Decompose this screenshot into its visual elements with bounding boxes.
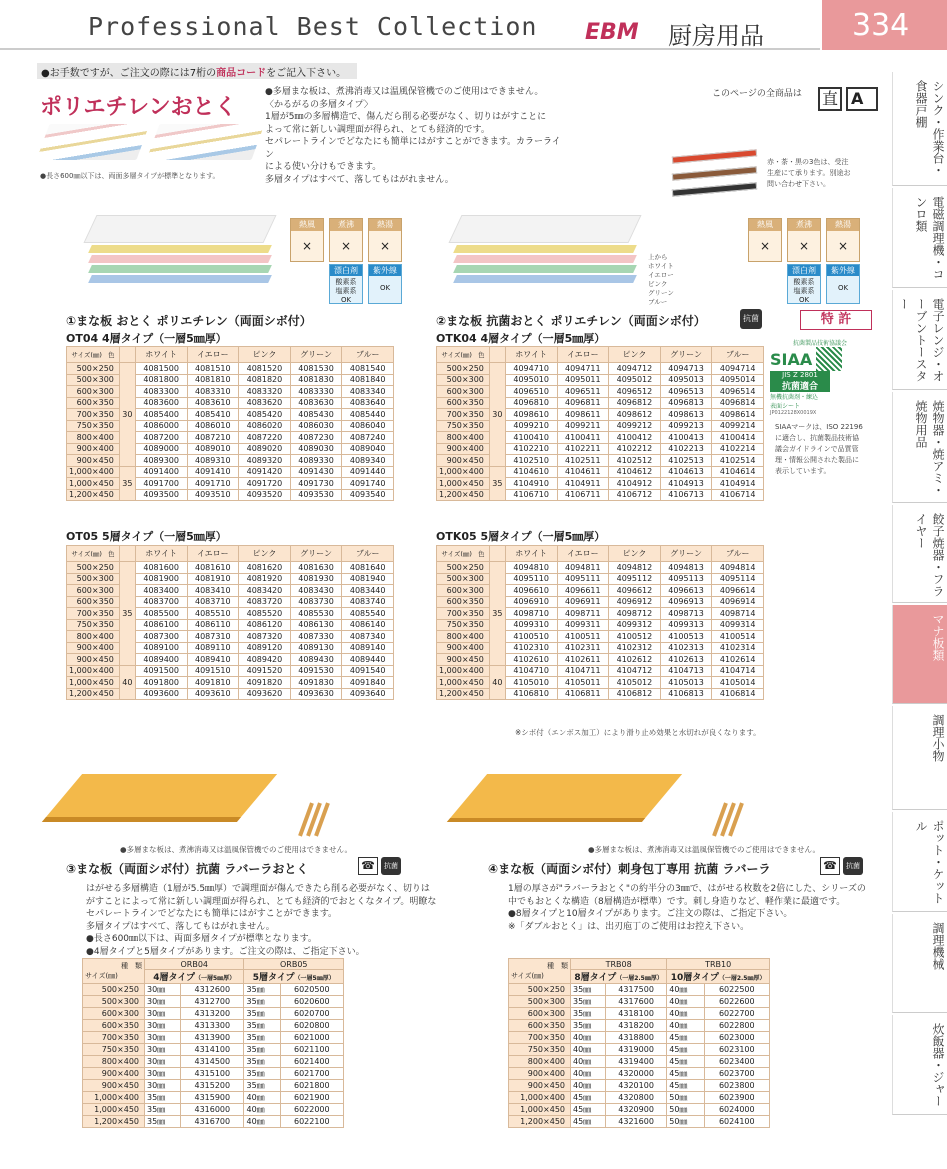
table-row: 700×350 4085500 4085510 4085520 4085530 4085540 (67, 608, 394, 620)
thick-header (489, 546, 505, 562)
otk05-table (436, 545, 764, 700)
product-description: ●多層まな板は、煮沸消毒又は温風保管機でのご使用はできません。 〈かるがるの多層タイプ〉 1層が5㎜の多層構造で、傷んだら削る必要がなく、切りはがすことに よって常に新しい調理面が得られ、とても経済的です。 セパレートラインでどなたにも簡単にはがすことができます。カラーライン による使い分けもできます。 多層タイプはすべて、落してもはがれません。 (265, 87, 561, 185)
table-row: 750×350 40㎜ 4319000 45㎜ 6023100 (509, 1044, 770, 1056)
table-row: 1,000×450 45㎜ 4320900 50㎜ 6024000 (509, 1104, 770, 1116)
color-header: ピンク (609, 546, 661, 562)
table-row: 800×400 30㎜ 4314500 35㎜ 6021400 (83, 1056, 344, 1068)
ot04-table (66, 346, 394, 501)
board-image-2 (445, 205, 645, 305)
sidebar-item-5[interactable]: 餃子焼器・フライヤー (892, 505, 947, 603)
table-row: 500×250 30 4094710 4094711 4094712 4094713 4094714 (437, 363, 764, 375)
table-row: 700×350 40㎜ 4318800 45㎜ 6023000 (509, 1032, 770, 1044)
table-row: 500×300 4081800 4081810 4081820 4081830 4081840 (67, 374, 394, 386)
table-row: 750×350 4099210 4099211 4099212 4099213 4099214 (437, 420, 764, 432)
page-header-title: Professional Best Collection (88, 12, 538, 41)
sidebar-item-10[interactable]: 炊飯器・ジャー (892, 1015, 947, 1115)
product-image-strips (38, 118, 263, 168)
table-row: 900×450 40㎜ 4320100 45㎜ 6023800 (509, 1080, 770, 1092)
table-row: 750×350 4086000 4086010 4086020 4086030 4086040 (67, 420, 394, 432)
uv-box: 紫外線 OK (826, 264, 860, 304)
kind-size-header: 種 類 サイズ(㎜) (83, 959, 145, 984)
section-3-title: ③まな板（両面シボ付）抗菌 ラバーラおとく (66, 862, 309, 876)
table-row: 600×350 4096810 4096811 4096812 4096813 4096814 (437, 397, 764, 409)
table-row: 750×350 4099310 4099311 4099312 4099313 4099314 (437, 619, 764, 631)
all-products-label: このページの全商品は (712, 89, 802, 99)
kind-size-header: 種 類 サイズ(㎜) (509, 959, 571, 984)
emboss-note: ※シボ付（エンボス加工）により滑り止め効果と水切れが良くなります。 (515, 728, 761, 737)
table-row: 500×250 35 4094810 4094811 4094812 4094813 4094814 (437, 562, 764, 574)
table-row: 500×250 30 4081500 4081510 4081520 4081530 4081540 (67, 363, 394, 375)
antibac-icon-3: 抗菌 (381, 857, 401, 875)
table-row: 1,000×400 35 4104610 4104611 4104612 4104613 4104614 (437, 466, 764, 478)
table-row: 500×300 30㎜ 4312700 35㎜ 6020600 (83, 996, 344, 1008)
table-row: 500×250 30㎜ 4312600 35㎜ 6020500 (83, 984, 344, 996)
table-row: 700×350 30㎜ 4313900 35㎜ 6021000 (83, 1032, 344, 1044)
sidebar-item-3[interactable]: 電子レンジ・オーブントースター (892, 290, 947, 390)
length-note: ●長さ600㎜以下は、両面多層タイプが標準となります。 (40, 172, 220, 180)
color-header: ピンク (239, 347, 291, 363)
color-note: 赤・茶・黒の3色は、受注 生産にて承ります。別途お 問い合わせ下さい。 (767, 158, 851, 188)
table-row: 700×350 4085400 4085410 4085420 4085430 4085440 (67, 409, 394, 421)
page-number: 334 (852, 8, 910, 43)
size-header: サイズ(㎜) 色 (437, 347, 490, 363)
table-row: 800×400 4087200 4087210 4087220 4087230 4087240 (67, 432, 394, 444)
size-header: サイズ(㎜) 色 (437, 546, 490, 562)
antibac-badge: 抗菌 (740, 309, 762, 329)
siaa-note: SIAAマークは、ISO 22196 に適合し、抗菌製品技術協 議会ガイドラインで品質管 理・情報公開された製品に 表示しています。 (775, 423, 863, 475)
table-row: 1,200×450 4093600 4093610 4093620 4093630 4093640 (67, 688, 394, 700)
table-row: 1,000×400 40 4104710 4104711 4104712 4104713 4104714 (437, 665, 764, 677)
table-row: 500×300 4081900 4081910 4081920 4081930 4081940 (67, 573, 394, 585)
table-row: 750×350 30㎜ 4314100 35㎜ 6021100 (83, 1044, 344, 1056)
table-row: 800×400 4100510 4100511 4100512 4100513 4100514 (437, 631, 764, 643)
table-row: 900×400 30㎜ 4315100 35㎜ 6021700 (83, 1068, 344, 1080)
section-3-note: ●多層まな板は、煮沸消毒又は温風保管機でのご使用はできません。 (120, 845, 352, 854)
color-header: イエロー (557, 347, 609, 363)
order-notice: ●お手数ですが、ご注文の際には7桁の商品コードをご記入下さい。 (37, 63, 357, 79)
table-row: 900×400 4089000 4089010 4089020 4089030 4089040 (67, 443, 394, 455)
otk05-subtitle: OTK05 5層タイプ（一層5㎜厚） (436, 530, 606, 543)
color-header: グリーン (660, 546, 712, 562)
siaa-mark: 抗菌製品技術協議会 SIAA JIS Z 2801 抗菌適合 無機抗菌剤・練込 表面シート JP0122128X0019X (770, 340, 847, 416)
color-header: ブルー (342, 546, 394, 562)
table-row: 1,200×450 4093500 4093510 4093520 4093530 4093540 (67, 489, 394, 501)
table-row: 1,000×450 4091700 4091710 4091720 4091730 4091740 (67, 478, 394, 490)
rubber-strip-image-1 (298, 802, 338, 837)
table-row: 700×350 4098610 4098611 4098612 4098613 4098614 (437, 409, 764, 421)
direct-icon: 直 (818, 87, 842, 111)
heat-box: 熱湯 × (826, 218, 860, 262)
table-row: 900×450 4089400 4089410 4089420 4089430 4089440 (67, 654, 394, 666)
sidebar-item-9[interactable]: 調理機械 (892, 914, 947, 1013)
bleach-box: 漂白剤 酸素系 塩素系 OK (787, 264, 821, 304)
heat-box: 熱湯 × (368, 218, 402, 262)
heat-box: 熱風 × (290, 218, 324, 262)
table-row: 600×350 30㎜ 4313300 35㎜ 6020800 (83, 1020, 344, 1032)
sidebar-item-8[interactable]: ポット・ケットル (892, 812, 947, 912)
color-header: ブルー (342, 347, 394, 363)
color-header: ピンク (609, 347, 661, 363)
color-header: イエロー (557, 546, 609, 562)
table-row: 500×300 35㎜ 4317600 40㎜ 6022600 (509, 996, 770, 1008)
board-image-1 (80, 205, 280, 305)
thick-header (119, 546, 135, 562)
table-row: 600×350 4096910 4096911 4096912 4096913 4096914 (437, 596, 764, 608)
table-row: 1,000×400 40 4091500 4091510 4091520 4091530 4091540 (67, 665, 394, 677)
phone-icon-4: ☎ (820, 857, 840, 875)
patent-badge: 特 許 (800, 310, 872, 330)
uv-box: 紫外線 OK (368, 264, 402, 304)
color-header: ホワイト (505, 546, 557, 562)
table-row: 500×250 35㎜ 4317500 40㎜ 6022500 (509, 984, 770, 996)
thick-header (489, 347, 505, 363)
color-header: ピンク (239, 546, 291, 562)
table-row: 1,000×450 35㎜ 4316000 40㎜ 6022000 (83, 1104, 344, 1116)
table-row: 1,000×450 4104910 4104911 4104912 4104913 4104914 (437, 478, 764, 490)
table-row: 900×400 4102310 4102311 4102312 4102313 4102314 (437, 642, 764, 654)
table-row: 500×300 4095010 4095011 4095012 4095013 4095014 (437, 374, 764, 386)
table-row: 800×400 4100410 4100411 4100412 4100413 4100414 (437, 432, 764, 444)
section-2-title: ②まな板 抗菌おとく ポリエチレン（両面シボ付） (436, 314, 706, 328)
genre-title: 厨房用品 (668, 22, 764, 50)
table-row: 800×400 40㎜ 4319400 45㎜ 6023400 (509, 1056, 770, 1068)
sidebar-item-6[interactable]: マナ板類 (892, 605, 947, 704)
color-header: ブルー (712, 546, 764, 562)
sidebar-item-4[interactable]: 焼物器・焼アミ・焼物用品 (892, 392, 947, 503)
sidebar-item-7[interactable]: 調理小物 (892, 706, 947, 810)
sidebar-item-2[interactable]: 電磁調理機・コンロ類 (892, 188, 947, 288)
ot05-subtitle: OT05 5層タイプ（一層5㎜厚） (66, 530, 227, 543)
otk04-table (436, 346, 764, 501)
trb-table: 種 類 サイズ(㎜) TRB08 TRB10 8層タイプ（一層2.5㎜厚） 10層タイプ（一層2.5㎜厚） 500×250 35㎜ 4317500 40㎜ 6022500 500×300 35㎜ 4317600 40㎜ 6022600 600×300 35㎜ 4318100 40㎜ 6022700 600×350 35㎜ 4318200 40㎜ 6022800 700×350 40㎜ 4318800 45㎜ 6023000 750×350 40㎜ 4319000 45㎜ 6023100 800×400 40㎜ 4319400 45㎜ 6023400 900×400 40㎜ 4320000 45㎜ 6023700 900×450 40㎜ 4320100 45㎜ 6023800 1,000×400 45㎜ 4320800 50㎜ 6023900 1,000×450 45㎜ 4320900 50㎜ 6024000 1,200×450 45㎜ 4321600 50㎜ 6024100 (508, 958, 770, 1128)
table-row: 1,000×450 4091800 4091810 4091820 4091830 4091840 (67, 677, 394, 689)
color-header: ホワイト (135, 347, 187, 363)
rubber-board-image-1 (50, 768, 265, 838)
table-row: 500×250 35 4081600 4081610 4081620 4081630 4081640 (67, 562, 394, 574)
table-row: 600×350 4083600 4083610 4083620 4083630 4083640 (67, 397, 394, 409)
table-row: 600×300 30㎜ 4313200 35㎜ 6020700 (83, 1008, 344, 1020)
table-row: 900×400 4102210 4102211 4102212 4102213 4102214 (437, 443, 764, 455)
table-row: 500×300 4095110 4095111 4095112 4095113 4095114 (437, 573, 764, 585)
siaa-pattern (816, 347, 842, 371)
table-row: 900×450 4089300 4089310 4089320 4089330 4089340 (67, 455, 394, 467)
size-header: サイズ(㎜) 色 (67, 347, 120, 363)
section-4-title: ④まな板（両面シボ付）刺身包丁専用 抗菌 ラバーラ (488, 862, 771, 876)
layers-note: 上から ホワイト イエロー ピンク グリーン ブルー (648, 253, 674, 306)
table-row: 1,200×450 45㎜ 4321600 50㎜ 6024100 (509, 1116, 770, 1128)
heat-box: 煮沸 × (787, 218, 821, 262)
size-header: サイズ(㎜) 色 (67, 546, 120, 562)
rubber-board-image-2 (455, 768, 670, 838)
color-header: グリーン (660, 347, 712, 363)
table-row: 700×350 4098710 4098711 4098712 4098713 4098714 (437, 608, 764, 620)
table-row: 900×400 40㎜ 4320000 45㎜ 6023700 (509, 1068, 770, 1080)
table-row: 1,000×400 45㎜ 4320800 50㎜ 6023900 (509, 1092, 770, 1104)
orb-table: 種 類 サイズ(㎜) ORB04 ORB05 4層タイプ（一層5㎜厚） 5層タイプ（一層5㎜厚） 500×250 30㎜ 4312600 35㎜ 6020500 500×300 30㎜ 4312700 35㎜ 6020600 600×300 30㎜ 4313200 35㎜ 6020700 600×350 30㎜ 4313300 35㎜ 6020800 700×350 30㎜ 4313900 35㎜ 6021000 750×350 30㎜ 4314100 35㎜ 6021100 800×400 30㎜ 4314500 35㎜ 6021400 900×400 30㎜ 4315100 35㎜ 6021700 900×450 30㎜ 4315200 35㎜ 6021800 1,000×400 35㎜ 4315900 40㎜ 6021900 1,000×450 35㎜ 4316000 40㎜ 6022000 1,200×450 35㎜ 4316700 40㎜ 6022100 (82, 958, 344, 1128)
table-row: 600×350 4083700 4083710 4083720 4083730 4083740 (67, 596, 394, 608)
color-header: ブルー (712, 347, 764, 363)
section-1-title: ①まな板 おとく ポリエチレン（両面シボ付） (66, 314, 312, 328)
otk04-subtitle: OTK04 4層タイプ（一層5㎜厚） (436, 332, 606, 345)
product-title: ポリエチレンおとく (40, 95, 237, 120)
phone-icon-3: ☎ (358, 857, 378, 875)
color-header: グリーン (290, 546, 342, 562)
section-3-description: はがせる多層構造（1層が5.5㎜厚）で調理面が傷んできたら削る必要がなく、切りは がすことによって常に新しい調理面が得られ、とても経済的でおとくなタイプ。明瞭な セパレートラインでどなたにも簡単にはがすことができます。 多層タイプはすべて、落してもはがれません。 ●長さ600㎜以下は、両面多層タイプが標準となります。 ●4層タイプと5層タイプがあります。ご注文の際は、ご指定下さい。 (86, 884, 437, 957)
table-row: 900×450 30㎜ 4315200 35㎜ 6021800 (83, 1080, 344, 1092)
sidebar-item-1[interactable]: シンク・作業台・食器戸棚 (892, 72, 947, 186)
table-row: 900×400 4089100 4089110 4089120 4089130 4089140 (67, 642, 394, 654)
color-header: ホワイト (135, 546, 187, 562)
color-header: グリーン (290, 347, 342, 363)
table-row: 750×350 4086100 4086110 4086120 4086130 4086140 (67, 619, 394, 631)
table-row: 1,000×400 35 4091400 4091410 4091420 4091430 4091440 (67, 466, 394, 478)
table-row: 1,000×400 35㎜ 4315900 40㎜ 6021900 (83, 1092, 344, 1104)
color-header: イエロー (187, 347, 239, 363)
thick-header (119, 347, 135, 363)
table-row: 1,000×450 4105010 4105011 4105012 4105013 4105014 (437, 677, 764, 689)
table-row: 600×300 4096510 4096511 4096512 4096513 4096514 (437, 386, 764, 398)
table-row: 800×400 4087300 4087310 4087320 4087330 4087340 (67, 631, 394, 643)
table-row: 600×350 35㎜ 4318200 40㎜ 6022800 (509, 1020, 770, 1032)
table-row: 900×450 4102610 4102611 4102612 4102613 4102614 (437, 654, 764, 666)
table-row: 900×450 4102510 4102511 4102512 4102513 4102514 (437, 455, 764, 467)
color-header: イエロー (187, 546, 239, 562)
color-header: ホワイト (505, 347, 557, 363)
a-icon: A (846, 87, 878, 111)
bleach-box: 漂白剤 酸素系 塩素系 OK (329, 264, 363, 304)
table-row: 1,200×450 35㎜ 4316700 40㎜ 6022100 (83, 1116, 344, 1128)
table-row: 600×300 4083300 4083310 4083320 4083330 4083340 (67, 386, 394, 398)
table-row: 600×300 4083400 4083410 4083420 4083430 4083440 (67, 585, 394, 597)
rubber-strip-image-2 (712, 802, 752, 837)
heat-box: 煮沸 × (329, 218, 363, 262)
section-4-description: 1層の厚さが"ラバーラおとく"の約半分の3㎜で、はがせる枚数を2倍にした、シリーズの 中でもおとくな構造（8層構造が標準）です。刺し身造りなど、軽作業に最適です。 ●8層タイプと10層タイプがあります。ご注文の際は、ご指定下さい。 ※「ダブルおとく」は、出刃庖丁のご使用はお控え下さい。 (508, 884, 866, 932)
ot04-subtitle: OT04 4層タイプ（一層5㎜厚） (66, 332, 227, 345)
table-row: 600×300 4096610 4096611 4096612 4096613 4096614 (437, 585, 764, 597)
section-4-note: ●多層まな板は、煮沸消毒又は温風保管機でのご使用はできません。 (588, 845, 820, 854)
table-row: 600×300 35㎜ 4318100 40㎜ 6022700 (509, 1008, 770, 1020)
color-strip-image (672, 148, 762, 198)
antibac-icon-4: 抗菌 (843, 857, 863, 875)
ot05-table (66, 545, 394, 700)
table-row: 1,200×450 4106810 4106811 4106812 4106813 4106814 (437, 688, 764, 700)
heat-box: 熱風 × (748, 218, 782, 262)
brand-logo: EBM (585, 20, 639, 45)
table-row: 1,200×450 4106710 4106711 4106712 4106713 4106714 (437, 489, 764, 501)
